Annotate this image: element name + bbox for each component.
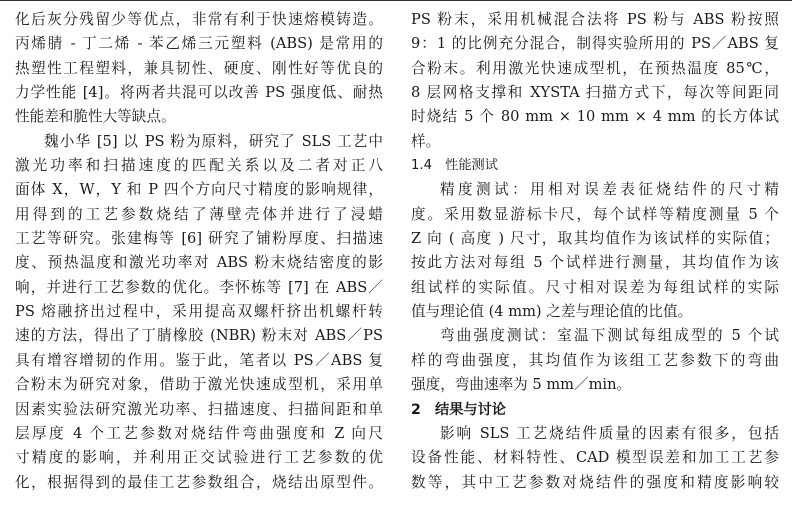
top-rule: [0, 0, 792, 1]
text-line: 9：1 的比例充分混合，制得实验所用的 PS／ABS 复: [411, 35, 779, 53]
text-line: 化后灰分残留少等优点，非常有利于快速熔模铸造。: [15, 11, 383, 28]
text-line: 弯曲强度测试：室温下测试每组成型的 5 个试: [440, 327, 779, 345]
text-line: 面体 X，W，Y 和 P 四个方向尺寸精度的影响规律，: [15, 181, 383, 199]
text-line: PS 熔融挤出过程中，采用提高双螺杆挤出机螺杆转: [15, 303, 383, 321]
section-heading: 1.4 性能测试: [411, 158, 498, 174]
text-line: 速的方法，得出了丁腈橡胶 (NBR) 粉末对 ABS／PS: [15, 327, 383, 345]
text-line: Z 向 ( 高度 ) 尺寸，取其均值作为该试样的实际值；: [411, 230, 779, 248]
text-line: 按此方法对每组 5 个试样进行测量，其均值作为该: [411, 254, 779, 272]
text-line: PS 粉末，采用机械混合法将 PS 粉与 ABS 粉按照: [411, 11, 779, 28]
text-line: 丙烯腈 - 丁二烯 - 苯乙烯三元塑料 (ABS) 是常用的: [15, 35, 383, 53]
text-line: 度。采用数显游标卡尺，每个试样等精度测量 5 个: [411, 205, 779, 223]
text-line: 合粉末。利用激光快速成型机，在预热温度 85℃，: [411, 59, 779, 77]
text-line: 数等，其中工艺参数对烧结件的强度和精度影响较: [411, 473, 779, 491]
text-line: 组试样的实际值。尺寸相对误差为每组试样的实际: [411, 278, 779, 296]
text-line: 度、预热温度和激光功率对 ABS 粉末烧结密度的影: [15, 254, 383, 272]
text-line: 魏小华 [5] 以 PS 粉为原料，研究了 SLS 工艺中: [44, 132, 383, 150]
text-line: 用得到的工艺参数烧结了薄壁壳体并进行了浸蜡: [15, 205, 383, 223]
text-line: 热塑性工程塑料，兼具韧性、硬度、刚性好等优良的: [15, 59, 383, 77]
text-line: 寸精度的影响，并利用正交试验进行工艺参数的优: [15, 449, 383, 467]
text-line: 强度，弯曲速率为 5 mm／min。: [411, 376, 632, 394]
right-column: [411, 8, 779, 495]
text-line: 响，并进行工艺参数的优化。李怀栋等 [7] 在 ABS／: [15, 278, 383, 296]
text-line: 设备性能、材料特性、CAD 模型误差和加工工艺参: [411, 449, 779, 467]
text-line: 具有增容增韧的作用。鉴于此，笔者以 PS／ABS 复: [15, 351, 383, 369]
left-column: [15, 8, 383, 495]
text-line: 层厚度 4 个工艺参数对烧结件弯曲强度和 Z 向尺: [15, 424, 383, 442]
text-line: 化，根据得到的最佳工艺参数组合，烧结出原型件。: [15, 473, 383, 491]
text-line: 影响 SLS 工艺烧结件质量的因素有很多，包括: [440, 424, 779, 442]
text-line: 样的弯曲强度，其均值作为该组工艺参数下的弯曲: [411, 351, 779, 369]
text-line: 样。: [411, 132, 441, 150]
text-line: 力学性能 [4]。将两者共混可以改善 PS 强度低、耐热: [15, 84, 383, 102]
text-line: 合粉末为研究对象，借助于激光快速成型机，采用单: [15, 376, 383, 394]
text-line: 性能差和脆性大等缺点。: [15, 108, 176, 126]
text-line: 因素实验法研究激光功率、扫描速度、扫描间距和单: [15, 400, 383, 418]
text-line: 8 层网格支撑和 XYSTA 扫描方式下，每次等间距同: [411, 84, 779, 102]
text-line: 激光功率和扫描速度的匹配关系以及二者对正八: [15, 157, 383, 175]
text-line: 工艺等研究。张建梅等 [6] 研究了铺粉厚度、扫描速: [15, 230, 383, 248]
text-line: 精度测试：用相对误差表征烧结件的尺寸精: [440, 181, 779, 199]
text-line: 值与理论值 (4 mm) 之差与理论值的比值。: [411, 303, 693, 321]
text-line: 时烧结 5 个 80 mm × 10 mm × 4 mm 的长方体试: [411, 108, 779, 126]
section-heading: 2 结果与讨论: [411, 401, 506, 418]
